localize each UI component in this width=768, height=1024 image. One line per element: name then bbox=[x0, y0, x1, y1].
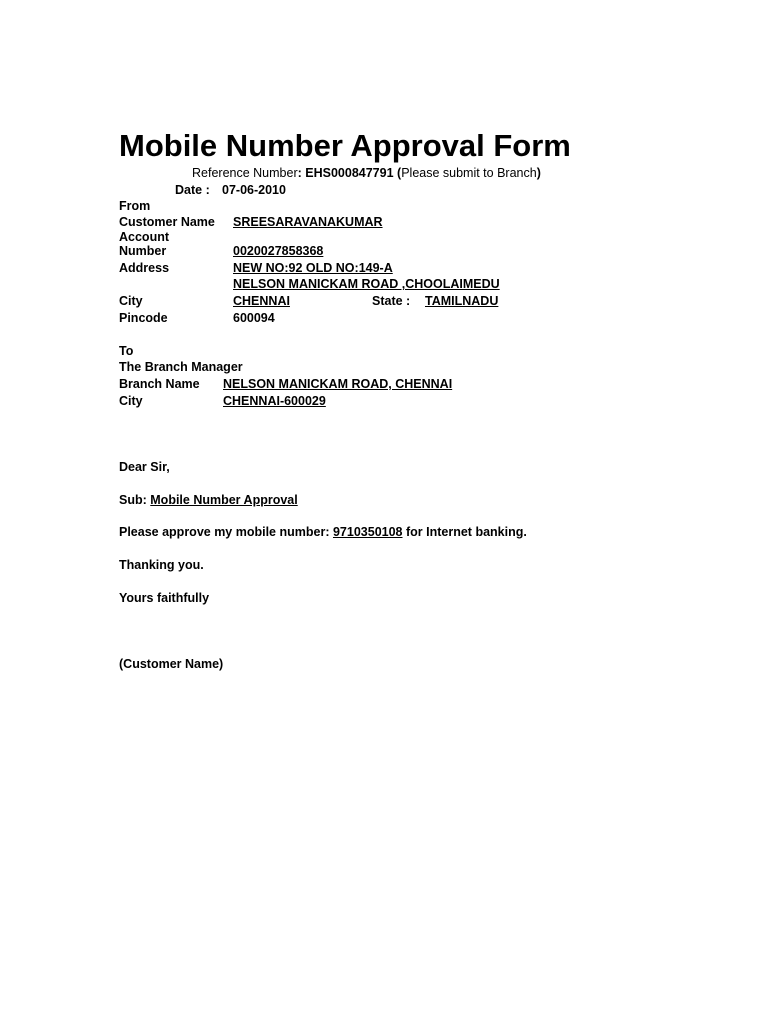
mobile-number-value: 9710350108 bbox=[332, 525, 403, 539]
address-line1: NEW NO:92 OLD NO:149-A bbox=[233, 261, 393, 275]
closing-line: Yours faithfully bbox=[119, 591, 210, 605]
account-label-line2: Number bbox=[119, 244, 167, 258]
from-heading: From bbox=[119, 199, 151, 213]
recipient: The Branch Manager bbox=[119, 360, 243, 374]
to-city-label: City bbox=[119, 394, 143, 408]
from-city-label: City bbox=[119, 294, 143, 308]
reference-line bbox=[192, 165, 541, 181]
to-city-value: CHENNAI-600029 bbox=[223, 394, 326, 408]
customer-name-value: SREESARAVANAKUMAR bbox=[233, 215, 383, 229]
reference-close-paren: ) bbox=[536, 166, 541, 180]
customer-name-label: Customer Name bbox=[119, 215, 215, 229]
pincode-value: 600094 bbox=[233, 311, 275, 325]
pincode-label: Pincode bbox=[119, 311, 168, 325]
body-suffix: for Internet banking. bbox=[406, 525, 527, 539]
account-number-value: 0020027858368 bbox=[233, 244, 324, 258]
page-title: Mobile Number Approval Form bbox=[119, 128, 571, 163]
reference-label: Reference Number bbox=[192, 166, 298, 180]
state-value: TAMILNADU bbox=[425, 294, 499, 308]
account-label-line1: Account bbox=[119, 230, 169, 244]
subject-value: Mobile Number Approval bbox=[150, 493, 298, 507]
reference-open-paren: ( bbox=[397, 166, 402, 180]
address-line2: NELSON MANICKAM ROAD ,CHOOLAIMEDU bbox=[233, 277, 500, 291]
branch-name-value: NELSON MANICKAM ROAD, CHENNAI bbox=[223, 377, 453, 391]
date-label: Date : bbox=[175, 183, 210, 197]
address-label: Address bbox=[119, 261, 170, 275]
body-prefix: Please approve my mobile number: bbox=[119, 525, 330, 539]
state-label: State : bbox=[372, 294, 411, 308]
reference-note: Please submit to Branch bbox=[401, 166, 537, 180]
date-value: 07-06-2010 bbox=[222, 183, 286, 197]
reference-number: EHS000847791 bbox=[305, 166, 394, 180]
branch-name-label: Branch Name bbox=[119, 377, 200, 391]
body-line bbox=[119, 524, 527, 540]
subject-label: Sub: bbox=[119, 493, 147, 507]
signature-line: (Customer Name) bbox=[119, 657, 224, 671]
reference-separator: : bbox=[297, 166, 302, 180]
salutation: Dear Sir, bbox=[119, 460, 170, 474]
subject-line bbox=[119, 492, 298, 508]
from-city-value: CHENNAI bbox=[233, 294, 290, 308]
to-heading: To bbox=[119, 344, 134, 358]
thanks-line: Thanking you. bbox=[119, 558, 204, 572]
